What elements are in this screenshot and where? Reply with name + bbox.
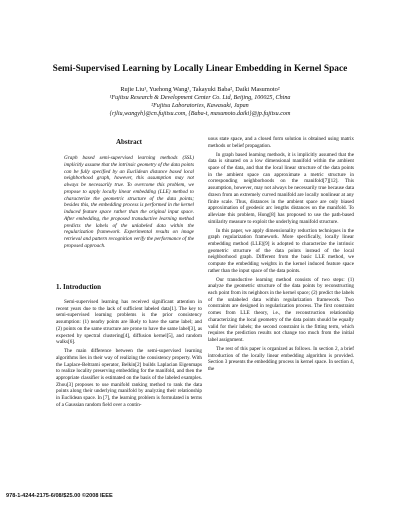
right-paragraph-5: The rest of this paper is organized as follows. In section 2, a brief introduction of the locally linear embedding algorithm is provided. Section 3 presents the embedding process in kernel space. In section 4, the [208,345,354,372]
author-emails: {rjliu,wangyh}@cn.fujitsu.com, {Baba-t, masumoto.daiki}@jp.fujitsu.com [109,111,291,117]
introduction-body [56,299,202,408]
intro-paragraph-2: The main difference between the semi-supervised learning algorithms lies in their way of realizing the consistency property. With the Laplace-Beltrami operator, Belkin[2] builds Laplacian Eigenmaps to realize locality preserving embedding for the manifold, and then the appropriate classifier is estimated on the basis of the labeled examples. Zhou[3] proposes to use manifold ranking method to rank the data points along their underlying manifold by analyzing their relationship in Euclidean space. In [7], the learning problem is formulated in terms of a Gaussian random field over a contin- [56,348,202,408]
copyright-footer: 978-1-4244-2175-6/08/$25.00 ©2008 IEEE [6,493,113,499]
abstract-text: Graph based semi-supervised learning methods (SSL) implicitly assume that the intrinsic geometry of the data points can be fully specified by an Euclidean distance based local neighborhood graph, however, this assumption may not always be necessarily true. To overcome this problem, we propose to apply locally linear embedding (LLE) method to characterize the geometric structure of the data points; besides this, the embedding process is performed in the kernel induced feature space rather than the original input space. After embedding, the proposed transductive learning method predicts the labels of the unlabeled data within the regularization framework. Experimental results on image retrieval and pattern recognition verify the performance of the proposed approach. [64,155,194,249]
introduction-heading: 1. Introduction [56,283,101,291]
right-paragraph-1: uous state space, and a closed form solution is obtained using matrix methods or belief propagation. [208,136,354,149]
abstract-heading: Abstract [115,138,143,146]
affiliation-2: ²Fujitsu Laboratories, Kawasaki, Japan [151,103,249,109]
right-paragraph-3: In this paper, we apply dimensionality reduction techniques in the graph regularization framework. More specifically, locally linear embedding method (LLE)[9] is adopted to characterize the intrinsic geometric structure of the data points instead of the local neighborhood graph. Different from the basic LLE method, we compute the embedding weights in the kernel induced feature space rather than the input space of the data points. [208,227,354,274]
intro-paragraph-1: Semi-supervised learning has received significant attention in recent years due to the lack of sufficient labeled data[1]. The key to semi-supervised learning problems is the prior consistency assumption: (1) nearby points are likely to have the same label; and (2) points on the same structure are prone to have the same label[3], as expected by spectral clustering[4], diffusion kernel[5], and random walks[6]. [56,299,202,346]
author-list: Rujie Liu¹, Yuehong Wang¹, Takayuki Baba², Daiki Masumoto² [120,86,280,93]
paper-title: Semi-Supervised Learning by Locally Linear Embedding in Kernel Space [52,64,348,74]
left-column [56,138,202,250]
right-column [208,136,354,373]
right-paragraph-2: In graph based learning methods, it is implicitly assumed that the data is situated on a low dimensional manifold within the ambient space of the data, and that the local linear structure of the data points in the ambient space can approximate a metric structure in corresponding neighborhoods on the manifold[7][12]. This assumption, however, may not always be necessarily true because data drawn from an extremely curved manifold are locally nonlinear at any finite scale. Thus, distances in the ambient space are only biased approximation of geodesic arc lengths distances on the manifold. To alleviate this problem, Hong[8] has proposed to use the path-based similarity measure to exploit the underlying manifold structure. [208,151,354,225]
affiliation-1: ¹Fujitsu Research & Development Center Co. Ltd, Beijing, 100025, China [109,95,291,101]
right-paragraph-4: Our transductive learning method consists of two steps: (1) analyze the geometric structure of the data points by reconstructing each point from its neighbors in the kernel space; (2) predict the labels of the unlabeled data within regularization framework. Two constraints are designed in regularization process. The first constraint comes from LLE theory, i.e., the reconstruction relationship characterizing the local geometry of the data points should be equally valid for their labels; the second constraint is the fitting term, which requires the prediction results not change too much from the initial label assignment. [208,276,354,343]
